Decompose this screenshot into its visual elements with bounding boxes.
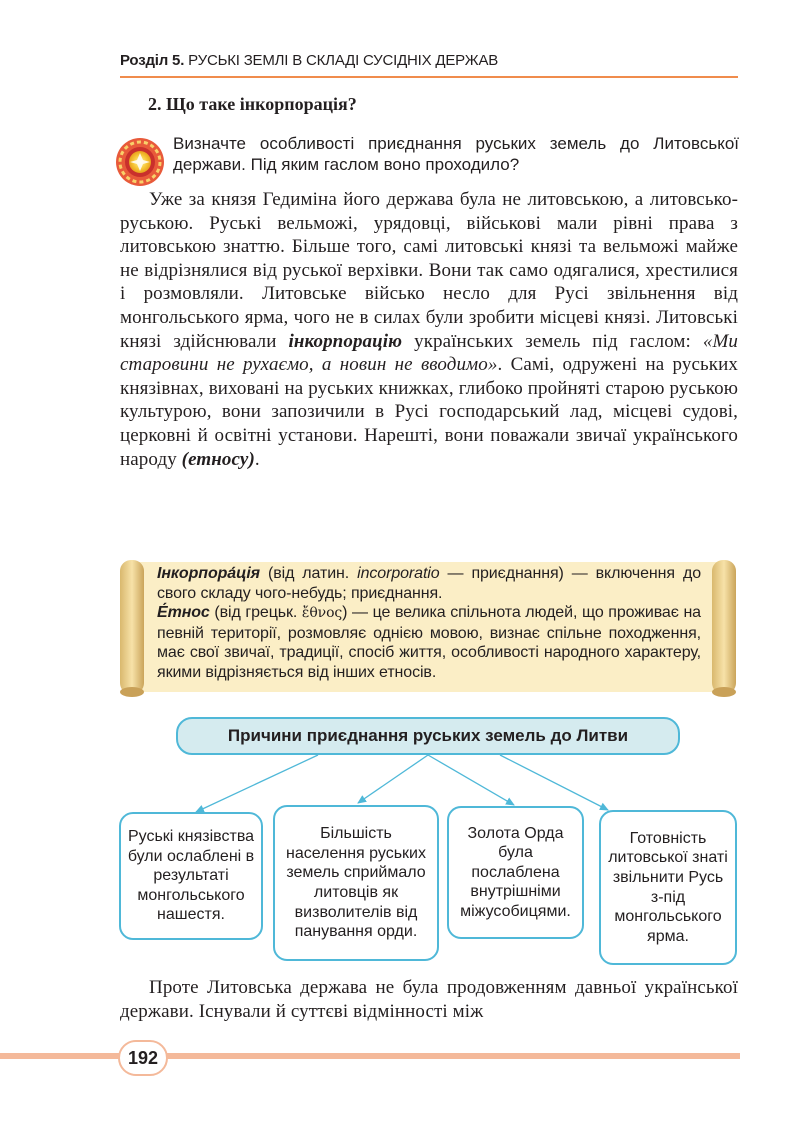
question-text: Визначте особливості приєднання руських земель до Литовської держави. Під яким гаслом воно проходило? bbox=[173, 134, 739, 174]
glossary bbox=[157, 564, 701, 683]
connector-arrow-2 bbox=[358, 755, 428, 803]
diagram-title: Причини приєднання руських земель до Литви bbox=[176, 717, 680, 755]
term-incorporation: інкорпорацію bbox=[288, 330, 403, 352]
term-ethnos: (етносу) bbox=[181, 448, 255, 470]
cause-box-1: Руські князівства були ослаблені в результаті монгольського нашестя. bbox=[119, 812, 263, 940]
slogan-quote: «Ми старовини не рухаємо, а новин не вводимо» bbox=[120, 330, 739, 376]
cause-box-3: Золота Орда була послаблена внутрішніми міжусобицями. bbox=[447, 806, 584, 939]
paragraph-1-part-3: . Самі, одружені на руських князівнах, виховані на руських книжках, глибоко пройняті старою руською культурою, вони запозичили в Русі господарський лад, місцеві судові, церковні й освітні установи. Нарешті, вони поважали звичаї українського народу bbox=[120, 354, 738, 470]
glossary-term-incorporation: Інкорпора́ція bbox=[157, 565, 260, 582]
section-heading: 2. Що таке інкорпорація? bbox=[148, 94, 357, 114]
glossary-greek-word: ἔθνος bbox=[301, 605, 343, 622]
question-rosette-icon bbox=[114, 136, 166, 188]
glossary-entry-ethnos bbox=[157, 603, 701, 682]
paragraph-2 bbox=[120, 976, 738, 1023]
glossary-term-ethnos: Е́тнос bbox=[157, 604, 210, 622]
section-title-header: РУСЬКІ ЗЕМЛІ В СКЛАДІ СУСІДНІХ ДЕРЖАВ bbox=[188, 52, 499, 69]
paragraph-1-part-1: Уже за князя Гедиміна його держава була не литовською, а литовсько-руською. Руські вельможі, урядовці, військові мали рівні права з литовською знаттю. Більше того, самі литовські князі та вельможі майже не відрізнялися від руської верхівки. Вони так само одягалися, хрестилися і розмовляли. Литовське військо несло для Русі звільнення від монгольського ярма, чого не в силах були зробити місцеві князі. Литовські князі здійснювали bbox=[120, 189, 738, 352]
paragraph-1 bbox=[120, 188, 738, 471]
section-label: Розділ bbox=[120, 52, 169, 69]
glossary-def-2a: (від грецьк. bbox=[209, 604, 302, 622]
glossary-latin-word: incorporatio bbox=[357, 565, 440, 582]
glossary-def-2b: ) — це велика спільнота людей, що проживає на певній території, розмовляє однією мовою, визнає спільне походження, має свої звичаї, традиції, спосіб життя, особливості народного характеру, якими відрізняється від інших етносів. bbox=[157, 604, 701, 681]
connector-arrow-4 bbox=[500, 755, 608, 810]
paragraph-1-part-2: українських земель під гаслом: bbox=[402, 330, 703, 352]
page-number: 192 bbox=[118, 1040, 168, 1076]
running-header bbox=[120, 52, 738, 78]
connector-arrow-1 bbox=[196, 755, 318, 812]
glossary-def-1a: (від латин. bbox=[260, 565, 358, 582]
cause-box-4: Готовність литовської знаті звільнити Русь з-під монгольського ярма. bbox=[599, 810, 737, 965]
section-number: 5. bbox=[172, 52, 185, 69]
footer-bar bbox=[0, 1053, 740, 1059]
glossary-entry-incorporation bbox=[157, 564, 701, 603]
glossary-def-1b: — приєднання) — включення до свого складу чого-небудь; приєднання. bbox=[157, 565, 701, 602]
paragraph-2-text: Проте Литовська держава не була продовженням давньої української держави. Існували й суттєві відмінності між bbox=[120, 977, 738, 1022]
connector-arrow-3 bbox=[428, 755, 514, 805]
cause-box-2: Більшість населення руських земель сприймало литовців як визволителів від панування орди. bbox=[273, 805, 439, 961]
paragraph-1-part-4: . bbox=[254, 448, 260, 470]
